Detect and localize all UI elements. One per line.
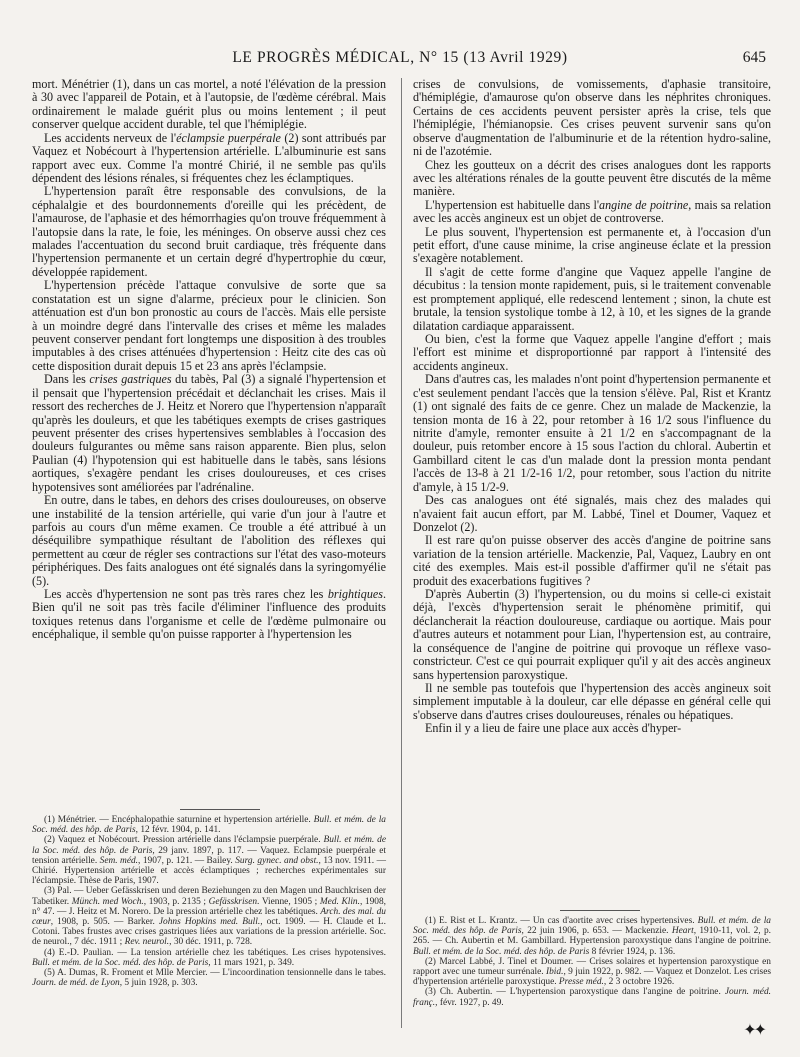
right-footnote-rule bbox=[560, 910, 640, 911]
footnote: (3) Pal. — Ueber Gefässkrisen und deren Beziehungen zu den Magen und Bauchkrisen der Tabetiker. Münch. med Woch., 1903, p. 2135 ; Gefässkrisen. Vienne, 1905 ; Med. Klin., 1908, n° 47. — J. Heitz et M. Norero. De la pression artérielle chez les tabétiques. Arch. des mal. du cœur, 1908, p. 505. — Barker. Johns Hopkins med. Bull., oct. 1909. — H. Claude et L. Cotoni. Tabes frustes avec crises gastriques liées aux variations de la pression artérielle. Soc. de neurol., 7 déc. 1911 ; Rev. neurol., 30 déc. 1911, p. 728. bbox=[32, 886, 387, 948]
page-number: 645 bbox=[742, 49, 766, 66]
footnote: (2) Vaquez et Nobécourt. Pression artérielle dans l'éclampsie puerpérale. Bull. et mém. de la Soc. méd. des hôp. de Paris, 29 janv. 1897, p. 117. — Vaquez. Eclampsie puerpérale et tension artérielle. Sem. méd., 1907, p. 121. — Bailey. Surg. gynec. and obst., 13 nov. 1911. — Chirié. Hypertension artérielle et accès éclamptiques ; recherches expérimentales sur l'éclampsie. Thèse de Paris, 1907. bbox=[32, 835, 386, 887]
paragraph: Il est rare qu'on puisse observer des accès d'angine de poitrine sans variation de la tension artérielle. Mackenzie, Pal, Vaquez, Laubry en ont cité des exemples. Mais est-il possible d'affirmer qu'il ne s'était pas produit des exacerbations fugitives ? bbox=[413, 533, 771, 588]
footnote: (4) E.-D. Paulian. — La tension artérielle chez les tabétiques. Les crises hypotensives. Bull. et mém. de la Soc. méd. des hôp. de Paris, 11 mars 1921, p. 349. bbox=[32, 947, 386, 968]
paragraph: Il ne semble pas toutefois que l'hypertension des accès angineux soit simplement imputable à la douleur, car elle dépasse en général celle qui s'observe dans d'autres crises douloureuses, rénales ou hépatiques. bbox=[413, 680, 771, 722]
paragraph: Enfin il y a lieu de faire une place aux accès d'hyper- bbox=[425, 721, 682, 736]
footnote: (3) Ch. Aubertin. — L'hypertension paroxystique dans l'angine de poitrine. Journ. méd. franç., févr. 1927, p. 49. bbox=[413, 987, 771, 1008]
paragraph: L'hypertension paraît être responsable des convulsions, de la céphalalgie et des bourdonnements d'oreille qui les précèdent, de l'amaurose, de l'aphasie et des hémorrhagies qu'on trouve fréquemment à l'autopsie dans la rate, le foie, les méninges. On observe aussi chez ces malades l'accentuation du second bruit cardiaque, très fréquente dans l'hypertension permanente et un certain degré d'hypertrophie du cœur, développée rapidement. bbox=[32, 184, 386, 279]
footnote: (2) Marcel Labbé, J. Tinel et Doumer. — Crises solaires et hypertension paroxystique en rapport avec une tumeur surrénale. Ibid., 9 juin 1922, p. 982. — Vaquez et Donzelot. Les crises d'hypertension artérielle paroxystique. Presse méd., 2 3 octobre 1926. bbox=[413, 956, 771, 988]
paragraph: L'hypertension est habituelle dans l'angine de poitrine, mais sa relation avec les accès angineux est un objet de controverse. bbox=[413, 197, 771, 226]
paragraph: L'hypertension précède l'attaque convulsive de sorte que sa constatation est un signe d'alarme, précieux pour le clinicien. Son atténuation est d'un bon pronostic au cours de l'accès. Mais elle persiste à un moindre degré dans l'intervalle des crises et même les malades peuvent conserver pendant fort longtemps une disposition à des troubles imputables à des crises atténuées d'hypertension : Heitz cite des cas où cette disposition durait depuis 15 et 23 ans après l'éclampsie. bbox=[32, 278, 386, 373]
end-ornament: ✦✦ bbox=[743, 1020, 764, 1039]
paragraph: Ou bien, c'est la forme que Vaquez appelle l'angine d'effort ; mais l'effort est minime et disproportionné par rapport à l'intensité des accidents angineux. bbox=[413, 332, 771, 373]
journal-running-title: LE PROGRÈS MÉDICAL, N° 15 (13 Avril 1929) bbox=[232, 49, 568, 66]
paragraph: Dans d'autres cas, les malades n'ont point d'hypertension permanente et c'est seulement pendant l'accès que la tension s'élève. Pal, Rist et Krantz (1) ont signalé des faits de ce genre. Chez un malade de Mackenzie, la tension monta de 16 à 22, pour retomber à 16 1/2 sous l'influence du nitrite d'amyle, remonter ensuite à 21 1/2 en s'accompagnant de la douleur, puis retomber encore à 15 sous l'action du chloral. Aubertin et Gambillard citent le cas d'un malade dont la pression monta pendant l'accès de 13-8 à 21 1/2-16 1/2, pour retomber, sous l'action du nitrite d'amyle, à 15 1/2-9. bbox=[413, 372, 771, 494]
left-footnote-rule bbox=[180, 809, 260, 810]
footnote: (5) A. Dumas, R. Froment et Mlle Mercier. — L'incoordination tensionnelle dans le tabes. Journ. de méd. de Lyon, 5 juin 1928, p. 303. bbox=[32, 968, 386, 989]
column-divider bbox=[401, 78, 402, 1028]
paragraph: Il s'agit de cette forme d'angine que Vaquez appelle l'angine de décubitus : la tension monte rapidement, puis, si le traitement convenable est promptement appliqué, elle redescend lentement ; sinon, la chute est brutale, la tension systolique tombe à 12, à 10, et les signes de la grande dilatation cardiaque apparaissent. bbox=[413, 264, 771, 333]
page-header bbox=[0, 0, 800, 70]
paragraph: Dans les crises gastriques du tabès, Pal (3) a signalé l'hypertension et il pensait que l'hypertension précédait et déclanchait les crises. Mais il ressort des recherches de J. Heitz et Norero que l'hypertension n'apparaît qu'après les douleurs, et que les tabétiques exempts de crises gastriques peuvent présenter des crises hypertensives semblables à l'occasion des douleurs fulgurantes ou même sans raison apparente. Bien plus, selon Paulian (4) l'hypotension qui est habituelle dans le tabès, sans lésions aortiques, s'exagère pendant les crises douloureuses, et ces crises hypotensives sont améliorées par l'adrénaline. bbox=[32, 372, 386, 494]
paragraph: Les accès d'hypertension ne sont pas très rares chez les brightiques. Bien qu'il ne soit pas très facile d'éliminer l'influence des produits toxiques retenus dans l'organisme et celle de l'œdème pulmonaire ou encéphalique, il semble qu'on puisse rapporter à l'hypertension les bbox=[32, 587, 386, 642]
paragraph: Chez les goutteux on a décrit des crises analogues dont les rapports avec les altérations rénales de la goutte peuvent être discutés de la même manière. bbox=[413, 157, 771, 199]
paragraph: Des cas analogues ont été signalés, mais chez des malades qui n'avaient fait aucun effort, par M. Labbé, Tinel et Doumer, Vaquez et Donzelot (2). bbox=[413, 493, 771, 534]
footnote: (1) E. Rist et L. Krantz. — Un cas d'aortite avec crises hypertensives. Bull. et mém. de la Soc. méd. des hôp. de Paris, 22 juin 1906, p. 653. — Mackenzie. Heart, 1910-11, vol. 2, p. 265. — Ch. Aubertin et M. Gambillard. Hypertension paroxystique dans l'angine de poitrine. Bull. et mém. de la Soc. méd. des hôp. de Paris 8 février 1924, p. 136. bbox=[413, 916, 771, 957]
paragraph: mort. Ménétrier (1), dans un cas mortel, a noté l'élévation de la pression à 30 avec l'appareil de Potain, et à l'autopsie, de l'œdème cérébral. Mais ordinairement le malade guérit plus ou moins lentement ; il peut conserver quelque accident durable, tel que l'hémiplégie. bbox=[32, 77, 386, 132]
paragraph: crises de convulsions, de vomissements, d'aphasie transitoire, d'hémiplégie, d'amaurose qu'on observe dans les néphrites chroniques. Certains de ces accidents peuvent persister après la crise, tels que l'hémiplégie, l'hémianopsie. Ces crises peuvent survenir sans qu'on observe d'augmentation de l'albuminurie et de la rétention hydro-saline, ni de l'azotémie. bbox=[413, 77, 771, 159]
paragraph: Le plus souvent, l'hypertension est permanente et, à l'occasion d'un petit effort, d'une cause minime, la crise angineuse éclate et la pression s'exagère notablement. bbox=[413, 224, 771, 266]
footnote: (1) Ménétrier. — Encéphalopathie saturnine et hypertension artérielle. Bull. et mém. de la Soc. méd. des hôp. de Paris, 12 févr. 1904, p. 141. bbox=[32, 815, 386, 836]
right-text-column bbox=[413, 78, 771, 736]
left-footnotes bbox=[32, 815, 386, 988]
left-text-column bbox=[32, 78, 386, 642]
paragraph: D'après Aubertin (3) l'hypertension, ou du moins si celle-ci existait déjà, l'excès d'hypertension serait le phénomène primitif, qui déclancherait la réaction douloureuse, cardiaque ou aortique. Mais pour d'autres auteurs et notamment pour Lian, l'hypertension est, au contraire, la conséquence de l'angine de poitrine qui provoque un réflexe vaso-constricteur. C'est ce qui pourrait expliquer qu'il y ait des accès angineux sans hypertension paroxystique. bbox=[413, 587, 771, 682]
paragraph: En outre, dans le tabes, en dehors des crises douloureuses, on observe une instabilité de la tension artérielle, qui varie d'un jour à l'autre et parfois au cours d'un même examen. Ce trouble a été attribué à un déséquilibre sympathique résultant de l'abolition des réflexes qui permettent au cœur de régler ses contractions sur l'état des vaso-moteurs périphériques. Des faits analogues ont été signalés dans la syringomyélie (5). bbox=[32, 493, 386, 588]
paragraph: Les accidents nerveux de l'éclampsie puerpérale (2) sont attribués par Vaquez et Nobécourt à l'hypertension artérielle. L'albuminurie est sans rapport avec eux. Comme l'a montré Chirié, il ne semble pas qu'ils dépendent des lésions rénales, si fréquentes chez les éclamptiques. bbox=[32, 130, 386, 185]
right-footnotes bbox=[413, 916, 771, 1008]
